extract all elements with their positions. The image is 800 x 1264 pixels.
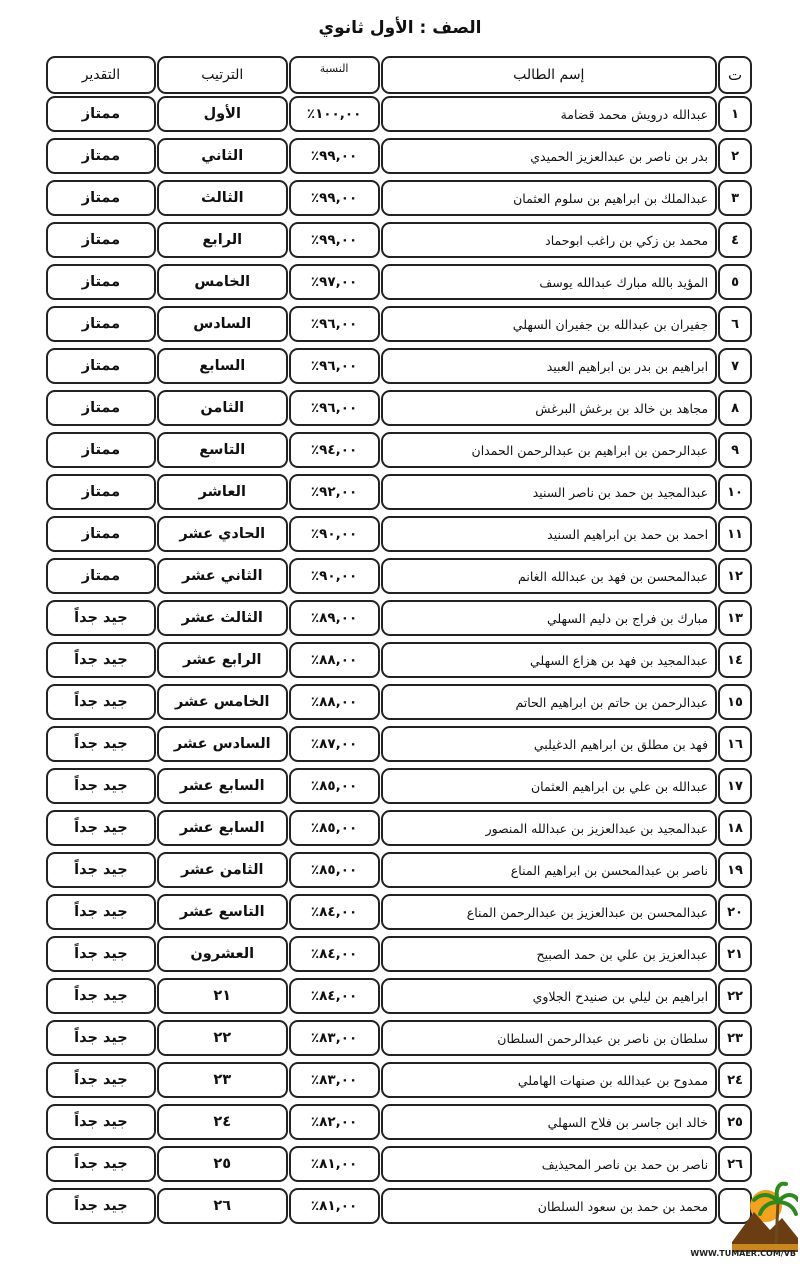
student-name: مجاهد بن خالد بن برغش البرغش [381,390,718,426]
row-num: ١٨ [718,810,752,846]
student-name: ابراهيم بن ليلي بن صنيدح الجلاوي [381,978,718,1014]
student-percent: ٨٣,٠٠٪ [289,1020,380,1056]
student-percent: ٩٠,٠٠٪ [289,558,380,594]
student-percent: ٨٥,٠٠٪ [289,852,380,888]
student-rank: السابع عشر [157,768,288,804]
student-name: خالد ابن جاسر بن فلاح السهلي [381,1104,718,1140]
student-percent: ٩٤,٠٠٪ [289,432,380,468]
student-grade: جيد جداً [46,852,156,888]
student-percent: ٩٢,٠٠٪ [289,474,380,510]
row-num: ٢٥ [718,1104,752,1140]
student-name: المؤيد بالله مبارك عبدالله يوسف [381,264,718,300]
student-name: عبدالمجيد بن عبدالعزيز بن عبدالله المنصور [381,810,718,846]
student-grade: جيد جداً [46,1104,156,1140]
student-rank: الرابع [157,222,288,258]
row-num: ١ [718,96,752,132]
student-name: ابراهيم بن بدر بن ابراهيم العبيد [381,348,718,384]
student-grade: جيد جداً [46,1146,156,1182]
student-percent: ٨٨,٠٠٪ [289,684,380,720]
table-row [46,390,752,426]
table-row [46,684,752,720]
table-row [46,1188,752,1224]
table-row [46,306,752,342]
row-num: ٩ [718,432,752,468]
row-num: ١٦ [718,726,752,762]
table-row [46,642,752,678]
student-name: عبدالرحمن بن حاتم بن ابراهيم الحاتم [381,684,718,720]
row-num: ٥ [718,264,752,300]
student-rank: السادس عشر [157,726,288,762]
student-rank: ٢٦ [157,1188,288,1224]
row-num: ١١ [718,516,752,552]
student-rank: الثالث عشر [157,600,288,636]
student-rank: الحادي عشر [157,516,288,552]
results-table [46,56,752,1228]
student-name: ناصر بن حمد بن ناصر المحيذيف [381,1146,718,1182]
student-grade: ممتاز [46,348,156,384]
student-grade: ممتاز [46,222,156,258]
student-grade: جيد جداً [46,810,156,846]
student-grade: جيد جداً [46,600,156,636]
student-name: بدر بن ناصر بن عبدالعزيز الحميدي [381,138,718,174]
row-num: ٦ [718,306,752,342]
student-name: عبدالله درويش محمد قضامة [381,96,718,132]
student-percent: ٩٠,٠٠٪ [289,516,380,552]
student-grade: جيد جداً [46,978,156,1014]
header-percent: النسبة [289,56,380,94]
row-num: ٨ [718,390,752,426]
table-row [46,600,752,636]
student-percent: ٩٧,٠٠٪ [289,264,380,300]
row-num: ٢٦ [718,1146,752,1182]
student-name: سلطان بن ناصر بن عبدالرحمن السلطان [381,1020,718,1056]
table-row [46,264,752,300]
row-num: ١٩ [718,852,752,888]
table-row [46,474,752,510]
student-percent: ٨٩,٠٠٪ [289,600,380,636]
header-rank: الترتيب [157,56,288,94]
student-percent: ٨٤,٠٠٪ [289,978,380,1014]
student-rank: التاسع عشر [157,894,288,930]
table-row [46,768,752,804]
student-name: عبدالملك بن ابراهيم بن سلوم العثمان [381,180,718,216]
student-percent: ٩٩,٠٠٪ [289,222,380,258]
table-row [46,1146,752,1182]
row-num: ١٢ [718,558,752,594]
student-grade: ممتاز [46,432,156,468]
student-percent: ٩٦,٠٠٪ [289,306,380,342]
student-grade: ممتاز [46,138,156,174]
row-num: ٢٣ [718,1020,752,1056]
student-rank: ٢٥ [157,1146,288,1182]
row-num: ٢ [718,138,752,174]
row-num: ١٣ [718,600,752,636]
student-rank: الخامس عشر [157,684,288,720]
student-name: عبدالمجيد بن فهد بن هزاع السهلي [381,642,718,678]
student-grade: جيد جداً [46,894,156,930]
table-row [46,348,752,384]
student-name: عبدالعزيز بن علي بن حمد الصبيح [381,936,718,972]
student-percent: ٩٩,٠٠٪ [289,138,380,174]
table-row [46,516,752,552]
table-row [46,726,752,762]
student-percent: ٨٥,٠٠٪ [289,768,380,804]
student-rank: ٢٣ [157,1062,288,1098]
row-num: ١٤ [718,642,752,678]
row-num: ٢١ [718,936,752,972]
student-grade: ممتاز [46,558,156,594]
student-rank: العشرون [157,936,288,972]
student-rank: الثامن [157,390,288,426]
row-num: ١٠ [718,474,752,510]
student-grade: جيد جداً [46,1188,156,1224]
student-rank: ٢٢ [157,1020,288,1056]
student-rank: الأول [157,96,288,132]
student-grade: ممتاز [46,96,156,132]
student-percent: ٩٩,٠٠٪ [289,180,380,216]
table-row [46,894,752,930]
student-grade: ممتاز [46,306,156,342]
page-title: الصف : الأول ثانوي [318,18,482,38]
table-header [46,56,752,94]
student-rank: ٢٤ [157,1104,288,1140]
student-rank: الثاني [157,138,288,174]
student-name: محمد بن حمد بن سعود السلطان [381,1188,718,1224]
student-grade: جيد جداً [46,1062,156,1098]
student-name: عبدالرحمن بن ابراهيم بن عبدالرحمن الحمدان [381,432,718,468]
student-name: عبدالمحسن بن فهد بن عبدالله الغانم [381,558,718,594]
table-row [46,810,752,846]
header-name: إسم الطالب [381,56,718,94]
student-name: ممدوح بن عبدالله بن صنهات الهاملي [381,1062,718,1098]
table-row [46,432,752,468]
student-name: احمد بن حمد بن ابراهيم السنيد [381,516,718,552]
student-grade: ممتاز [46,264,156,300]
student-name: جفيران بن عبدالله بن جفيران السهلي [381,306,718,342]
student-rank: السادس [157,306,288,342]
student-grade: ممتاز [46,474,156,510]
student-name: محمد بن زكي بن راغب ابوحماد [381,222,718,258]
student-rank: السابع عشر [157,810,288,846]
student-percent: ٨٣,٠٠٪ [289,1062,380,1098]
student-rank: الخامس [157,264,288,300]
student-percent: ٨٤,٠٠٪ [289,936,380,972]
student-percent: ١٠٠,٠٠٪ [289,96,380,132]
student-rank: الثامن عشر [157,852,288,888]
palm-sun-logo-icon [730,1172,798,1260]
header-num: ت [718,56,752,94]
student-grade: جيد جداً [46,642,156,678]
table-row [46,222,752,258]
table-row [46,558,752,594]
student-name: عبدالمجيد بن حمد بن ناصر السنيد [381,474,718,510]
table-row [46,96,752,132]
student-grade: ممتاز [46,390,156,426]
student-grade: جيد جداً [46,768,156,804]
row-num: ٧ [718,348,752,384]
student-name: ناصر بن عبدالمحسن بن ابراهيم المناع [381,852,718,888]
student-percent: ٨٨,٠٠٪ [289,642,380,678]
row-num: ١٥ [718,684,752,720]
student-grade: ممتاز [46,516,156,552]
student-rank: ٢١ [157,978,288,1014]
student-rank: الثالث [157,180,288,216]
student-rank: التاسع [157,432,288,468]
student-percent: ٩٦,٠٠٪ [289,390,380,426]
table-row [46,852,752,888]
student-grade: جيد جداً [46,936,156,972]
student-name: عبدالله بن علي بن ابراهيم العثمان [381,768,718,804]
table-row [46,1020,752,1056]
student-grade: جيد جداً [46,684,156,720]
student-percent: ٩٦,٠٠٪ [289,348,380,384]
student-rank: الثاني عشر [157,558,288,594]
row-num: ٢٢ [718,978,752,1014]
row-num: ٢٤ [718,1062,752,1098]
table-row [46,138,752,174]
table-row [46,180,752,216]
watermark-text: WWW.TUMAER.COM/VB [690,1249,796,1258]
row-num: ٤ [718,222,752,258]
table-row [46,978,752,1014]
row-num: ٢٠ [718,894,752,930]
student-percent: ٨٥,٠٠٪ [289,810,380,846]
student-rank: السابع [157,348,288,384]
student-percent: ٨١,٠٠٪ [289,1188,380,1224]
table-row [46,1062,752,1098]
table-row [46,936,752,972]
student-grade: ممتاز [46,180,156,216]
student-name: مبارك بن فراج بن دليم السهلي [381,600,718,636]
row-num: ١٧ [718,768,752,804]
student-grade: جيد جداً [46,1020,156,1056]
student-percent: ٨١,٠٠٪ [289,1146,380,1182]
student-rank: الرابع عشر [157,642,288,678]
student-rank: العاشر [157,474,288,510]
header-grade: التقدير [46,56,156,94]
student-percent: ٨٧,٠٠٪ [289,726,380,762]
student-name: فهد بن مطلق بن ابراهيم الدغيلبي [381,726,718,762]
table-row [46,1104,752,1140]
student-percent: ٨٤,٠٠٪ [289,894,380,930]
student-grade: جيد جداً [46,726,156,762]
student-name: عبدالمحسن بن عبدالعزيز بن عبدالرحمن المناع [381,894,718,930]
student-percent: ٨٢,٠٠٪ [289,1104,380,1140]
row-num: ٣ [718,180,752,216]
